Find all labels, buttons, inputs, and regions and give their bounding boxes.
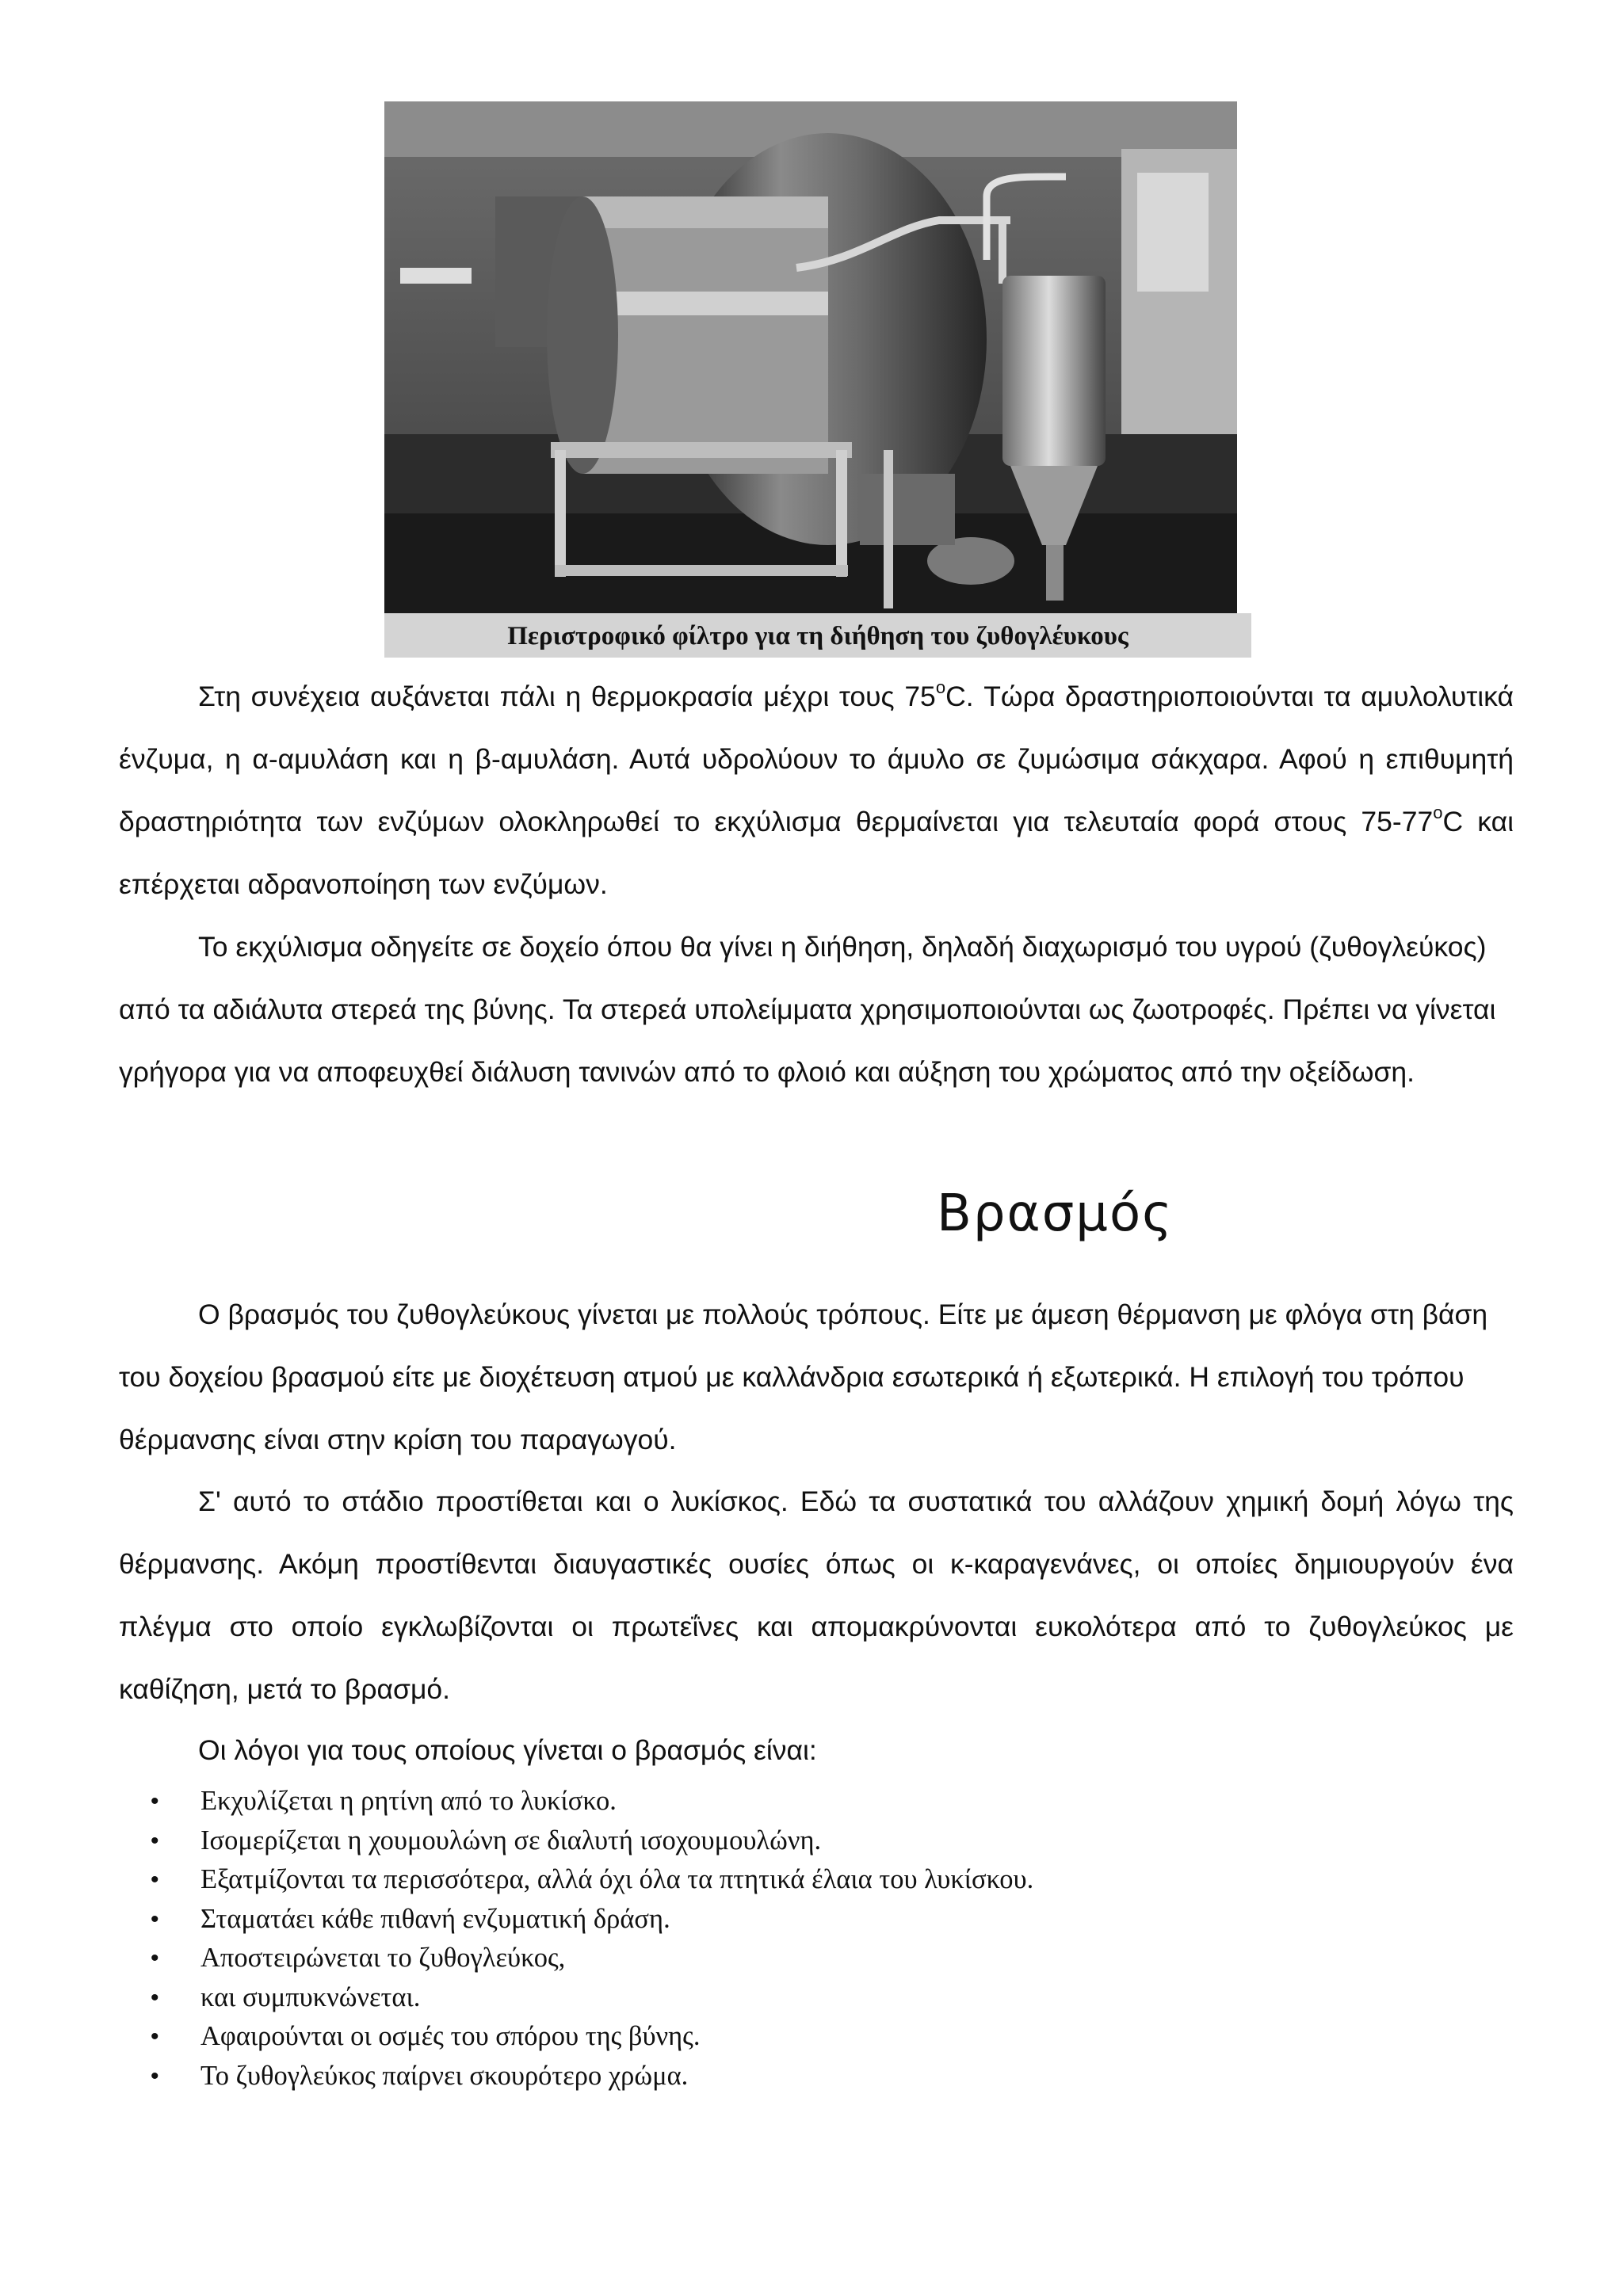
section-heading: Βρασμός bbox=[937, 1184, 1174, 1243]
section-paragraph-1: Ο βρασμός του ζυθογλεύκους γίνεται με πολλούς τρόπους. Είτε με άμεση θέρμανση με φλόγα στη βάση του δοχείου βρασμού είτε με διοχέτευση ατμού με καλλάνδρια εσωτερικά ή εξωτερικά. Η επιλογή του τρόπου θέρμανσης είναι στην κρίση του παραγωγού. bbox=[119, 1299, 1488, 1455]
list-item: • Εξατμίζονται τα περισσότερα, αλλά όχι όλα τα πτητικά έλαια του λυκίσκου. bbox=[151, 1860, 1033, 1900]
list-item: • Αφαιρούνται οι οσμές του σπόρου της βύνης. bbox=[151, 2017, 1033, 2057]
section-paragraph-3: Οι λόγοι για τους οποίους γίνεται ο βρασμός είναι: bbox=[198, 1734, 817, 1766]
figure-caption: Περιστροφικό φίλτρο για τη διήθηση του ζυθογλέυκους bbox=[507, 622, 1128, 650]
reasons-list bbox=[151, 1782, 1033, 2096]
list-item: • Αποστειρώνεται το ζυθογλεύκος, bbox=[151, 1939, 1033, 1978]
intro-paragraph-2: Το εκχύλισμα οδηγείτε σε δοχείο όπου θα γίνει η διήθηση, δηλαδή διαχωρισμό του υγρού (ζυθογλεύκος) από τα αδιάλυτα στερεά της βύνης. Τα στερεά υπολείμματα χρησιμοποιούνται ως ζωοτροφές. Πρέπει να γίνεται γρήγορα για να αποφευχθεί διάλυση τανινών από το φλοιό και αύξηση του χρώματος από την οξείδωση. bbox=[119, 931, 1496, 1088]
section-paragraph-2: Σ' αυτό το στάδιο προστίθεται και ο λυκίσκος. Εδώ τα συστατικά του αλλάζουν χημική δομή λόγω της θέρμανσης. Ακόμη προστίθενται διαυγαστικές ουσίες όπως οι κ-καραγενάνες, οι οποίες δημιουργούν ένα πλέγμα στο οποίο εγκλωβίζονται οι πρωτεΐνες και απομακρύνονται ευκολότερα από το ζυθογλεύκος με καθίζηση, μετά το βρασμό. bbox=[119, 1486, 1514, 1705]
list-item: • και συμπυκνώνεται. bbox=[151, 1978, 1033, 2018]
rotary-filter-photo bbox=[384, 101, 1237, 613]
list-item: • Σταματάει κάθε πιθανή ενζυματική δράση. bbox=[151, 1900, 1033, 1939]
intro-paragraph-1: Στη συνέχεια αυξάνεται πάλι η θερμοκρασία μέχρι τους 75$^o$C. Τώρα δραστηριοποιούνται τα αμυλολυτικά ένζυμα, η α-αμυλάση και η β-αμυλάση. Αυτά υδρολύουν το άμυλο σε ζυμώσιμα σάκχαρα. Αφού η επιθυμητή δραστηριότητα των ενζύμων ολοκληρωθεί το εκχύλισμα θερμαίνεται για τελευταία φορά στους 75-77$^o$C και επέρχεται αδρανοποίηση των ενζύμων. bbox=[119, 677, 1514, 900]
list-item: • Το ζυθογλεύκος παίρνει σκουρότερο χρώμα. bbox=[151, 2057, 1033, 2096]
list-item: • Ισομερίζεται η χουμουλώνη σε διαλυτή ισοχουμουλώνη. bbox=[151, 1821, 1033, 1861]
list-item: • Εκχυλίζεται η ρητίνη από το λυκίσκο. bbox=[151, 1782, 1033, 1821]
